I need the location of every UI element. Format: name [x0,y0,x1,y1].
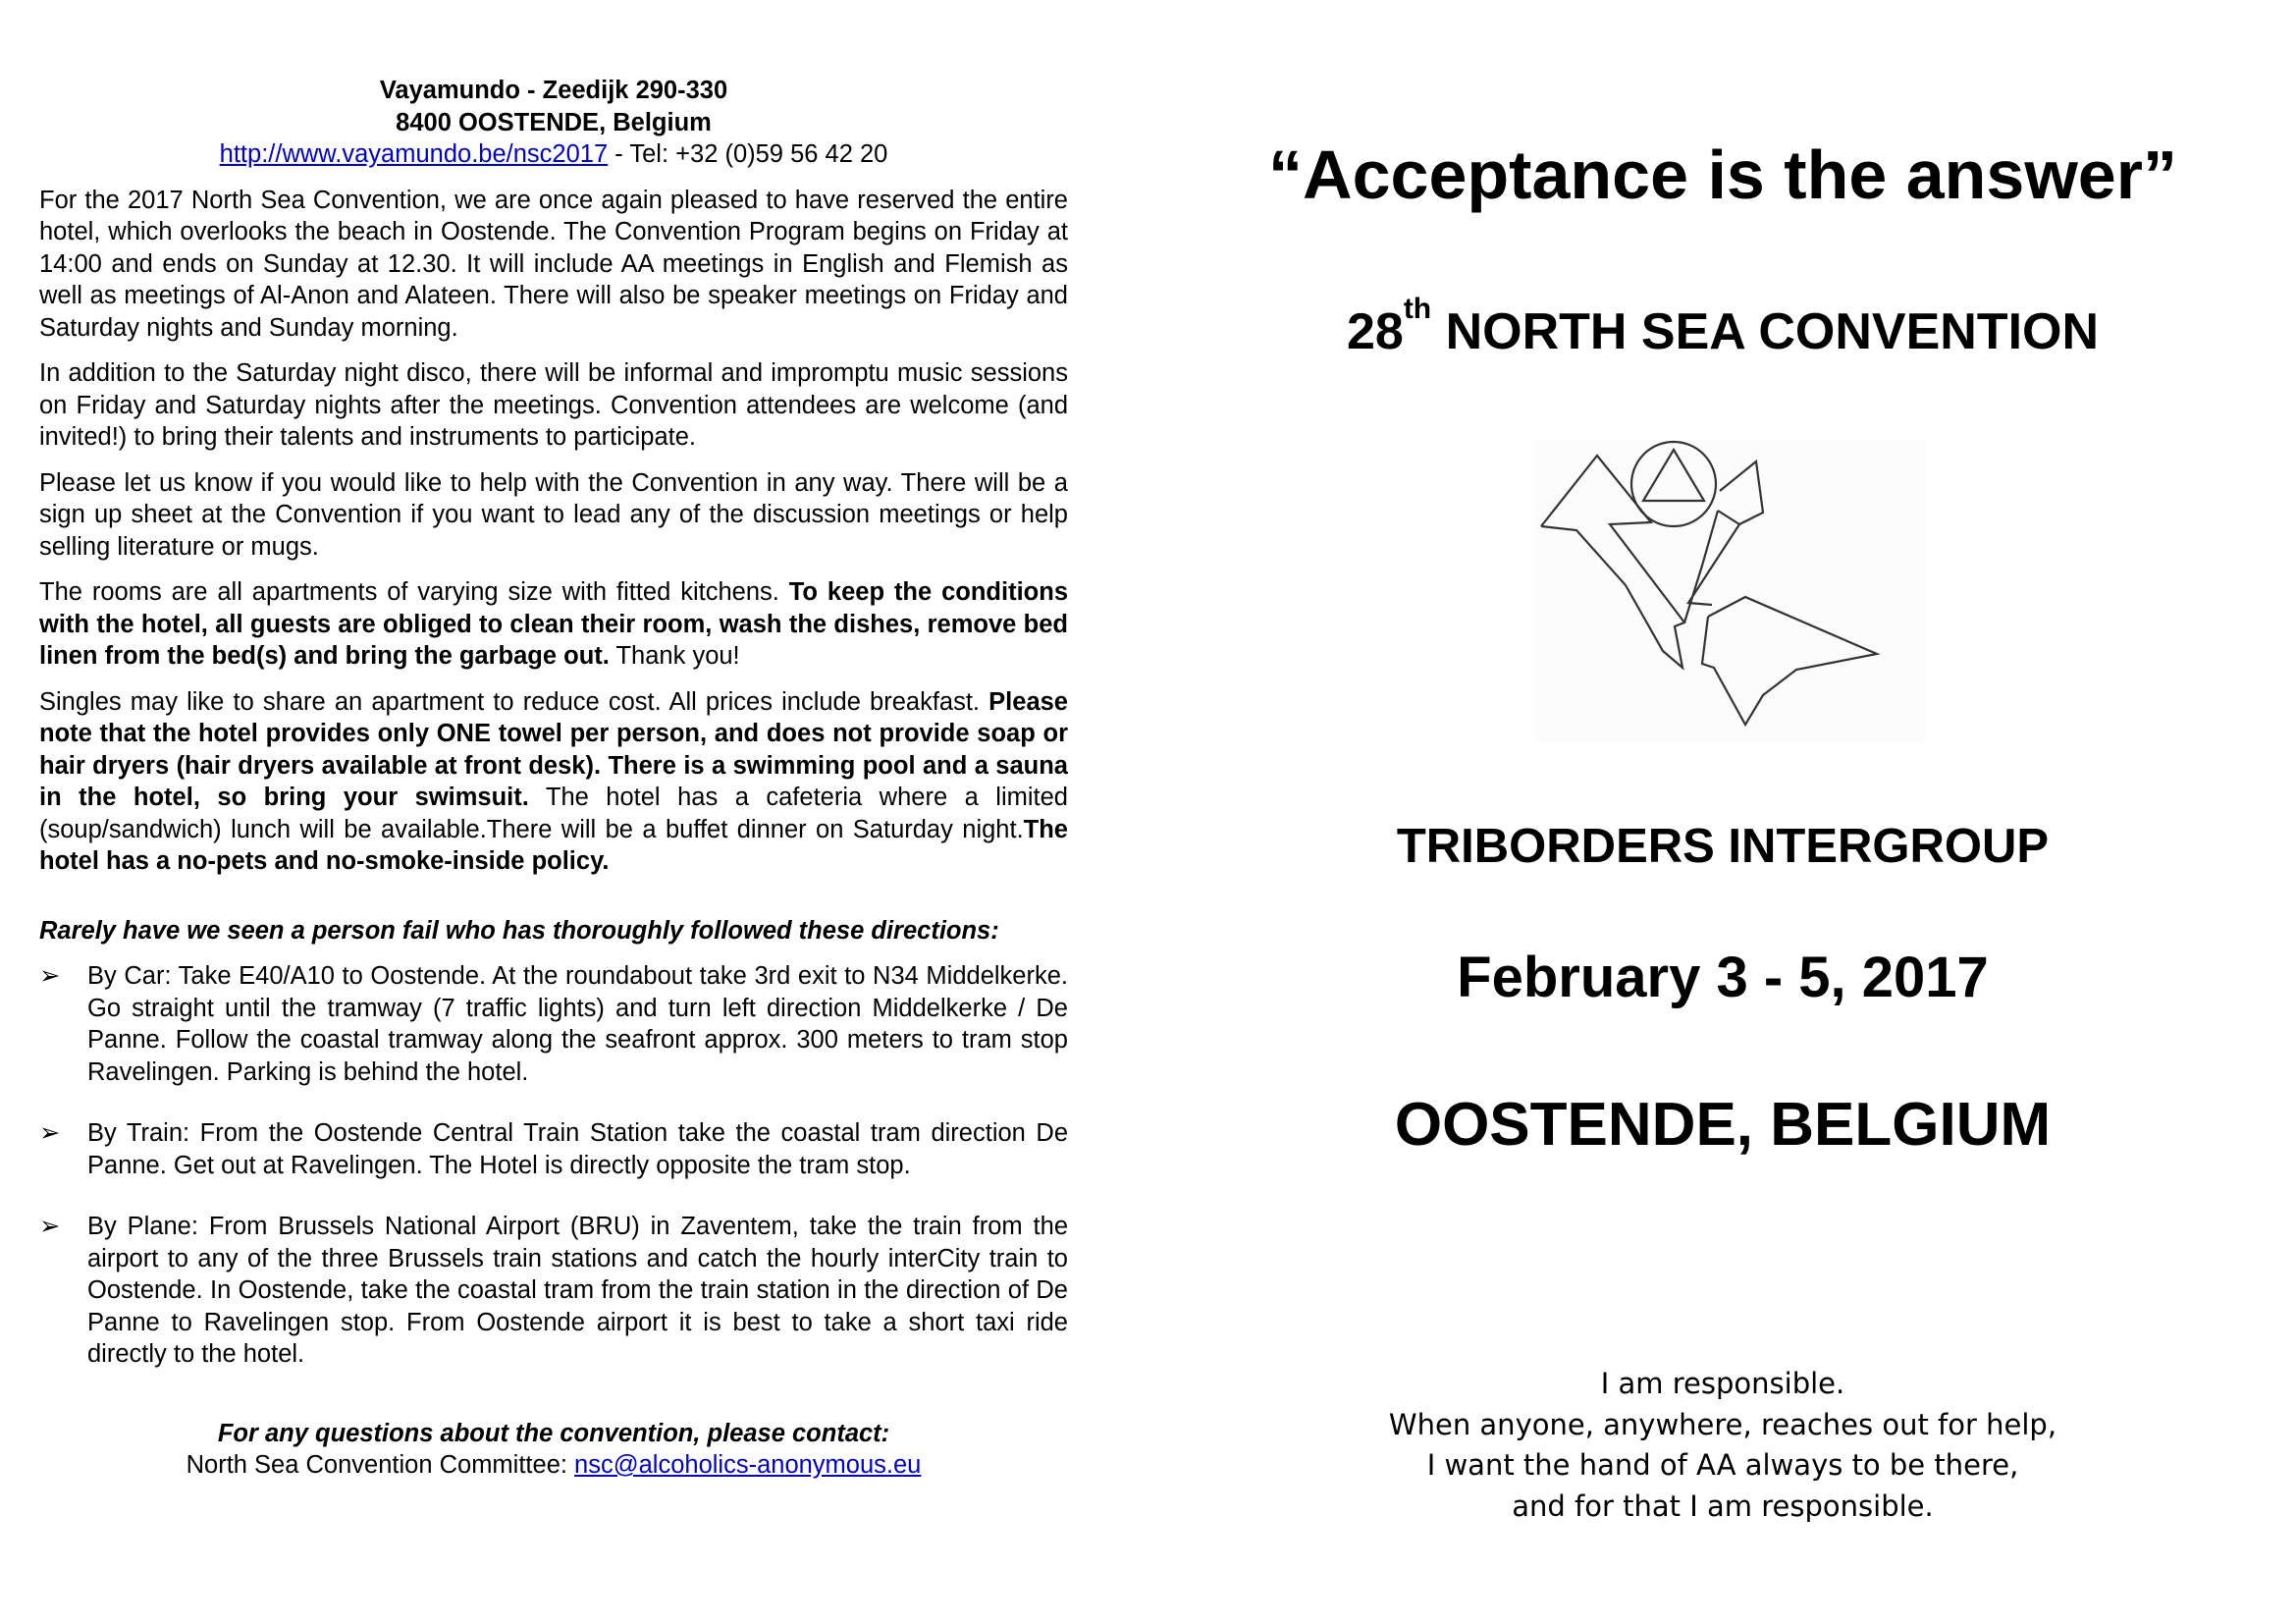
venue-contact-line [39,138,1068,171]
declaration-line: and for that I am responsible. [1512,1489,1934,1523]
rooms-rules: To keep the conditions with the hotel, all guests are obliged to clean their room, wash the dishes, remove bed linen from the bed(s) and bring the garbage out. [39,578,1069,670]
contact-block [39,1418,1068,1482]
contact-heading: For any questions about the convention, please contact: [217,1419,890,1447]
event-dates: February 3 - 5, 2017 [1457,946,1989,1009]
convention-number: 28 [1346,303,1404,360]
declaration-line: When anyone, anywhere, reaches out for help, [1388,1407,2057,1441]
arrow-bullet-icon: ➢ [39,962,61,990]
paragraph-program: For the 2017 North Sea Convention, we are once again pleased to have reserved the entire hotel, which overlooks the beach in Oostende. The Convention Program begins on Friday at 14:00 and ends on Sunday at 12.30. It will include AA meetings in English and Flemish as well as meetings of Al-Anon and Alateen. There will also be speaker meetings on Friday and Saturday nights and Sunday morning. [39,186,1068,342]
cover-page [1148,0,2296,1624]
venue-tel: - Tel: +32 (0)59 56 42 20 [608,140,888,168]
aa-logo-icon [1535,440,1926,742]
direction-train-text: By Train: From the Oostende Central Train Station take the coastal tram direction De Panne. Get out at Ravelingen. The Hotel is directly opposite the tram stop. [87,1119,1068,1179]
declaration-line: I am responsible. [1600,1367,1845,1400]
venue-city: 8400 OOSTENDE, Belgium [396,108,712,136]
arrow-bullet-icon: ➢ [39,1213,61,1240]
direction-train [39,1117,1068,1181]
rooms-thanks: Thank you! [609,642,740,670]
cafeteria-text: The hotel has a cafeteria where a limited (soup/sandwich) lunch will be available.There will be a buffet dinner on Saturday night. [39,784,1068,843]
responsibility-declaration [1148,1364,2296,1527]
venue-link[interactable]: http://www.vayamundo.be/nsc2017 [219,140,609,168]
intergroup-name: TRIBORDERS INTERGROUP [1396,820,2050,873]
arrow-bullet-icon: ➢ [39,1119,61,1147]
rooms-text: The rooms are all apartments of varying size with fitted kitchens. [39,578,789,606]
direction-car-text: By Car: Take E40/A10 to Oostende. At the roundabout take 3rd exit to N34 Middelkerke. Go straight until the tramway (7 traffic lights) and turn left direction Middelkerke / De Panne. Follow the coastal tramway along the seafront approx. 300 meters to tram stop Ravelingen. Parking is behind the hotel. [87,962,1068,1086]
direction-plane [39,1211,1068,1371]
info-page [39,75,1068,1482]
contact-label: North Sea Convention Committee: [186,1451,575,1479]
paragraph-help: Please let us know if you would like to help with the Convention in any way. There will be a sign up sheet at the Convention if you want to lead any of the discussion meetings or help selling literature or mugs. [39,468,1068,561]
towel-note: Please note that the hotel provides only ONE towel per person, and does not provide soap or hair dryers (hair dryers available at front desk). There is a swimming pool and a sauna in the hotel, so bring your swimsuit. [39,687,1068,811]
convention-name: NORTH SEA CONVENTION [1431,303,2100,360]
paragraph-rooms [39,576,1068,673]
directions-heading: Rarely have we seen a person fail who has thoroughly followed these directions: [39,916,999,945]
ordinal-suffix: th [1403,293,1432,325]
contact-email-link[interactable]: nsc@alcoholics-anonymous.eu [574,1451,922,1479]
direction-plane-text: By Plane: From Brussels National Airport (BRU) in Zaventem, take the train from the airport to any of the three Brussels train stations and catch the hourly interCity train to Oostende. In Oostende, take the coastal tram from the train station in the direction of De Panne to Ravelingen stop. From Oostende airport it is best to take a short taxi ride directly to the hotel. [87,1213,1068,1368]
direction-car [39,960,1068,1088]
contact-line [39,1449,1068,1482]
singles-text: Singles may like to share an apartment to reduce cost. All prices include breakfast. [39,687,989,716]
declaration-line: I want the hand of AA always to be there, [1426,1448,2019,1482]
event-city: OOSTENDE, BELGIUM [1394,1091,2052,1159]
venue-block [39,75,1068,171]
venue-name: Vayamundo - Zeedijk 290-330 [379,77,728,104]
slogan: “Acceptance is the answer” [1268,136,2177,213]
paragraph-music: In addition to the Saturday night disco, there will be informal and impromptu music sessions on Friday and Saturday nights after the meetings. Convention attendees are welcome (and invited!) to bring their talents and instruments to participate. [39,359,1068,451]
policy-note: The hotel has a no-pets and no-smoke-inside policy. [39,815,1068,875]
convention-title [1148,293,2296,361]
paragraph-singles [39,686,1068,878]
